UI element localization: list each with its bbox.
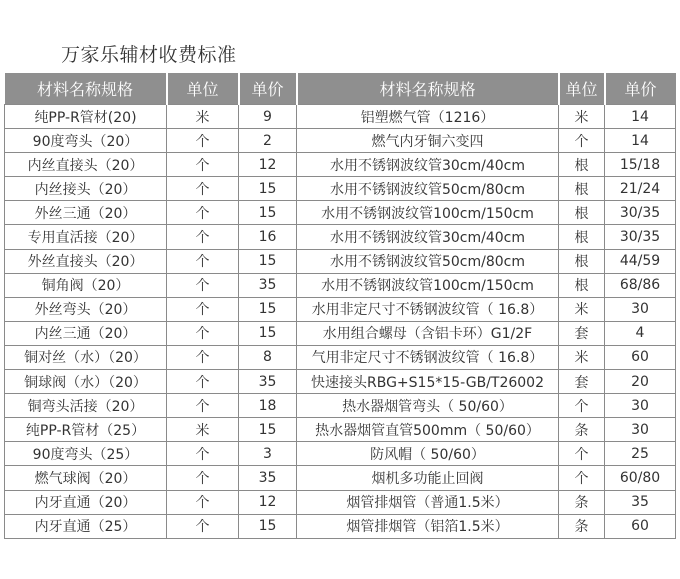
price-cell: 18 [239, 394, 297, 418]
material-spec-cell-2: 水用不锈钢波纹管100cm/150cm [297, 201, 559, 225]
unit-cell: 米 [167, 105, 239, 129]
price-cell: 12 [239, 153, 297, 177]
material-spec-cell: 铜球阀（水）（20） [5, 370, 167, 394]
header-unit-2: 单位 [559, 73, 605, 105]
price-cell-2: 30/35 [605, 201, 676, 225]
unit-cell-2: 米 [559, 345, 605, 369]
unit-cell-2: 根 [559, 225, 605, 249]
price-cell-2: 30 [605, 394, 676, 418]
price-cell-2: 68/86 [605, 273, 676, 297]
header-price: 单价 [239, 73, 297, 105]
table-row [5, 225, 676, 249]
table-row [5, 273, 676, 297]
price-cell: 3 [239, 442, 297, 466]
unit-cell-2: 条 [559, 418, 605, 442]
unit-cell: 个 [167, 249, 239, 273]
unit-cell: 个 [167, 225, 239, 249]
material-spec-cell: 铜角阀（20） [5, 273, 167, 297]
material-spec-cell-2: 水用不锈钢波纹管30cm/40cm [297, 153, 559, 177]
table-row [5, 514, 676, 538]
material-spec-cell-2: 热水器烟管弯头（ 50/60） [297, 394, 559, 418]
price-cell-2: 30 [605, 297, 676, 321]
price-cell-2: 15/18 [605, 153, 676, 177]
price-cell: 15 [239, 321, 297, 345]
material-spec-cell-2: 铝塑燃气管（1216） [297, 105, 559, 129]
price-cell: 12 [239, 490, 297, 514]
price-cell-2: 14 [605, 129, 676, 153]
material-spec-cell-2: 气用非定尺寸不锈钢波纹管（ 16.8） [297, 345, 559, 369]
material-spec-cell-2: 水用组合螺母（含铝卡环）G1/2F [297, 321, 559, 345]
unit-cell: 个 [167, 442, 239, 466]
page-title: 万家乐辅材收费标准 [61, 44, 237, 66]
price-cell: 15 [239, 201, 297, 225]
unit-cell-2: 根 [559, 201, 605, 225]
fee-table [4, 73, 676, 539]
unit-cell-2: 米 [559, 297, 605, 321]
unit-cell-2: 个 [559, 129, 605, 153]
price-cell-2: 60 [605, 345, 676, 369]
unit-cell-2: 根 [559, 153, 605, 177]
unit-cell: 个 [167, 466, 239, 490]
material-spec-cell-2: 烟管排烟管（普通1.5米） [297, 490, 559, 514]
material-spec-cell-2: 快速接头RBG+S15*15-GB/T26002 [297, 370, 559, 394]
material-spec-cell: 内丝直接头（20） [5, 153, 167, 177]
material-spec-cell: 燃气球阀（20） [5, 466, 167, 490]
price-cell: 9 [239, 105, 297, 129]
unit-cell-2: 个 [559, 466, 605, 490]
material-spec-cell: 内牙直通（20） [5, 490, 167, 514]
header-material-spec-2: 材料名称规格 [297, 73, 559, 105]
material-spec-cell-2: 燃气内牙铜六变四 [297, 129, 559, 153]
table-row [5, 105, 676, 129]
table-row [5, 394, 676, 418]
material-spec-cell-2: 水用非定尺寸不锈钢波纹管（ 16.8） [297, 297, 559, 321]
material-spec-cell-2: 水用不锈钢波纹管100cm/150cm [297, 273, 559, 297]
price-cell-2: 30/35 [605, 225, 676, 249]
price-cell: 15 [239, 177, 297, 201]
header-price-2: 单价 [605, 73, 676, 105]
table-row [5, 129, 676, 153]
price-cell: 35 [239, 466, 297, 490]
material-spec-cell: 外丝三通（20） [5, 201, 167, 225]
material-spec-cell: 内丝接头（20） [5, 177, 167, 201]
table-header-row [5, 73, 676, 105]
unit-cell: 个 [167, 273, 239, 297]
table-body [5, 105, 676, 539]
material-spec-cell-2: 热水器烟管直管500mm（ 50/60） [297, 418, 559, 442]
material-spec-cell: 外丝直接头（20） [5, 249, 167, 273]
price-cell: 15 [239, 514, 297, 538]
unit-cell-2: 个 [559, 394, 605, 418]
table-row [5, 370, 676, 394]
unit-cell-2: 米 [559, 105, 605, 129]
price-cell-2: 60/80 [605, 466, 676, 490]
unit-cell-2: 根 [559, 177, 605, 201]
price-cell: 2 [239, 129, 297, 153]
table-row [5, 442, 676, 466]
unit-cell: 个 [167, 514, 239, 538]
material-spec-cell: 纯PP-R管材（25） [5, 418, 167, 442]
header-unit: 单位 [167, 73, 239, 105]
price-cell-2: 21/24 [605, 177, 676, 201]
material-spec-cell: 内牙直通（25） [5, 514, 167, 538]
price-cell: 35 [239, 370, 297, 394]
material-spec-cell-2: 水用不锈钢波纹管30cm/40cm [297, 225, 559, 249]
unit-cell: 米 [167, 418, 239, 442]
unit-cell: 个 [167, 490, 239, 514]
material-spec-cell: 外丝弯头（20） [5, 297, 167, 321]
material-spec-cell-2: 水用不锈钢波纹管50cm/80cm [297, 249, 559, 273]
price-cell: 8 [239, 345, 297, 369]
material-spec-cell-2: 烟机多功能止回阀 [297, 466, 559, 490]
material-spec-cell: 铜对丝（水）（20） [5, 345, 167, 369]
table-row [5, 466, 676, 490]
material-spec-cell: 纯PP-R管材(20) [5, 105, 167, 129]
unit-cell-2: 根 [559, 249, 605, 273]
material-spec-cell: 内丝三通（20） [5, 321, 167, 345]
unit-cell: 个 [167, 394, 239, 418]
unit-cell-2: 条 [559, 514, 605, 538]
unit-cell: 个 [167, 129, 239, 153]
table-row [5, 490, 676, 514]
price-cell: 15 [239, 297, 297, 321]
unit-cell: 个 [167, 153, 239, 177]
material-spec-cell-2: 防风帽（ 50/60） [297, 442, 559, 466]
table-row [5, 153, 676, 177]
unit-cell-2: 套 [559, 321, 605, 345]
table-row [5, 345, 676, 369]
material-spec-cell-2: 水用不锈钢波纹管50cm/80cm [297, 177, 559, 201]
material-spec-cell: 90度弯头（20） [5, 129, 167, 153]
unit-cell-2: 个 [559, 442, 605, 466]
header-material-spec: 材料名称规格 [5, 73, 167, 105]
unit-cell: 个 [167, 177, 239, 201]
price-cell: 15 [239, 418, 297, 442]
table-row [5, 418, 676, 442]
price-cell-2: 35 [605, 490, 676, 514]
price-cell: 35 [239, 273, 297, 297]
price-cell-2: 25 [605, 442, 676, 466]
table-row [5, 321, 676, 345]
material-spec-cell: 专用直活接（20） [5, 225, 167, 249]
unit-cell-2: 根 [559, 273, 605, 297]
price-cell-2: 4 [605, 321, 676, 345]
unit-cell-2: 条 [559, 490, 605, 514]
material-spec-cell-2: 烟管排烟管（铝箔1.5米） [297, 514, 559, 538]
price-cell-2: 44/59 [605, 249, 676, 273]
table-row [5, 201, 676, 225]
unit-cell: 个 [167, 297, 239, 321]
table-row [5, 177, 676, 201]
unit-cell: 个 [167, 345, 239, 369]
unit-cell: 个 [167, 201, 239, 225]
price-cell-2: 14 [605, 105, 676, 129]
unit-cell-2: 套 [559, 370, 605, 394]
material-spec-cell: 90度弯头（25） [5, 442, 167, 466]
table-row [5, 297, 676, 321]
material-spec-cell: 铜弯头活接（20） [5, 394, 167, 418]
unit-cell: 个 [167, 321, 239, 345]
price-cell: 16 [239, 225, 297, 249]
price-cell-2: 60 [605, 514, 676, 538]
table-row [5, 249, 676, 273]
price-cell-2: 30 [605, 418, 676, 442]
price-cell-2: 20 [605, 370, 676, 394]
price-cell: 15 [239, 249, 297, 273]
unit-cell: 个 [167, 370, 239, 394]
